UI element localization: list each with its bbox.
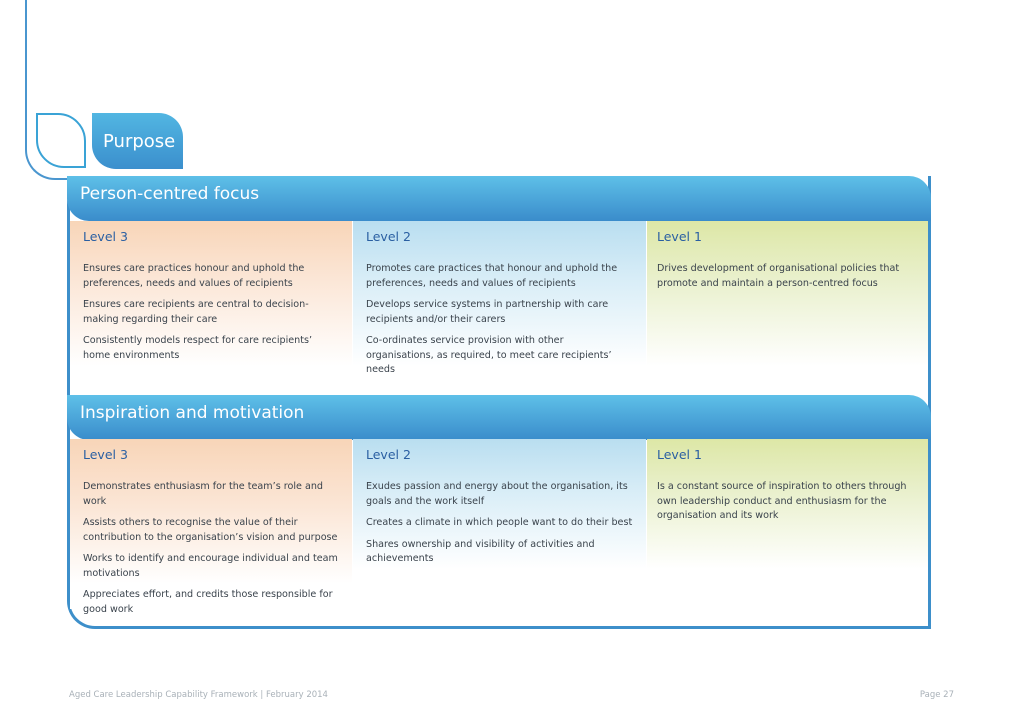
capability-item: Assists others to recognise the value of their contribution to the organisation’s vision and purpose bbox=[83, 517, 338, 543]
level-title: Level 3 bbox=[83, 229, 128, 244]
section-header-inspiration-and-motivation bbox=[67, 395, 931, 440]
level-1-column bbox=[647, 439, 928, 569]
level-2-column bbox=[353, 439, 646, 569]
level-title: Level 2 bbox=[366, 447, 411, 462]
footer-document-title: Aged Care Leadership Capability Framework | February 2014 bbox=[69, 690, 328, 700]
level-3-column bbox=[70, 439, 352, 615]
section-title: Inspiration and motivation bbox=[80, 403, 305, 423]
level-title: Level 1 bbox=[657, 229, 702, 244]
capability-item: Co-ordinates service provision with other organisations, as required, to meet care recipients’ needs bbox=[366, 335, 612, 375]
level-title: Level 2 bbox=[366, 229, 411, 244]
level-title: Level 1 bbox=[657, 447, 702, 462]
capability-item: Drives development of organisational policies that promote and maintain a person-centred focus bbox=[657, 263, 900, 289]
purpose-tab bbox=[92, 113, 183, 169]
leaf-outline-icon bbox=[36, 113, 86, 168]
capability-item: Creates a climate in which people want to do their best bbox=[366, 517, 633, 528]
capability-item: Consistently models respect for care recipients’ home environments bbox=[83, 335, 313, 361]
level-3-column bbox=[70, 221, 352, 366]
capability-item: Demonstrates enthusiasm for the team’s role and work bbox=[83, 481, 324, 507]
section-title: Person-centred focus bbox=[80, 184, 260, 204]
capability-item: Develops service systems in partnership with care recipients and/or their carers bbox=[366, 299, 609, 325]
purpose-tab-label: Purpose bbox=[103, 131, 176, 152]
footer-page-number: Page 27 bbox=[919, 690, 954, 700]
capability-item: Appreciates effort, and credits those responsible for good work bbox=[83, 589, 333, 615]
capability-item: Is a constant source of inspiration to others through own leadership conduct and enthusiasm for the organisation and its work bbox=[657, 481, 907, 521]
level-1-column bbox=[647, 221, 928, 366]
level-title: Level 3 bbox=[83, 447, 128, 462]
capability-item: Promotes care practices that honour and uphold the preferences, needs and values of recipients bbox=[366, 263, 618, 289]
capability-item: Exudes passion and energy about the organisation, its goals and the work itself bbox=[366, 481, 628, 507]
capability-item: Shares ownership and visibility of activities and achievements bbox=[366, 538, 595, 564]
capability-item: Ensures care practices honour and uphold the preferences, needs and values of recipients bbox=[83, 263, 305, 289]
capability-item: Works to identify and encourage individual and team motivations bbox=[83, 553, 338, 579]
level-2-column bbox=[353, 221, 646, 375]
section-header-person-centred-focus bbox=[67, 176, 931, 221]
capability-item: Ensures care recipients are central to decision-making regarding their care bbox=[83, 299, 309, 325]
